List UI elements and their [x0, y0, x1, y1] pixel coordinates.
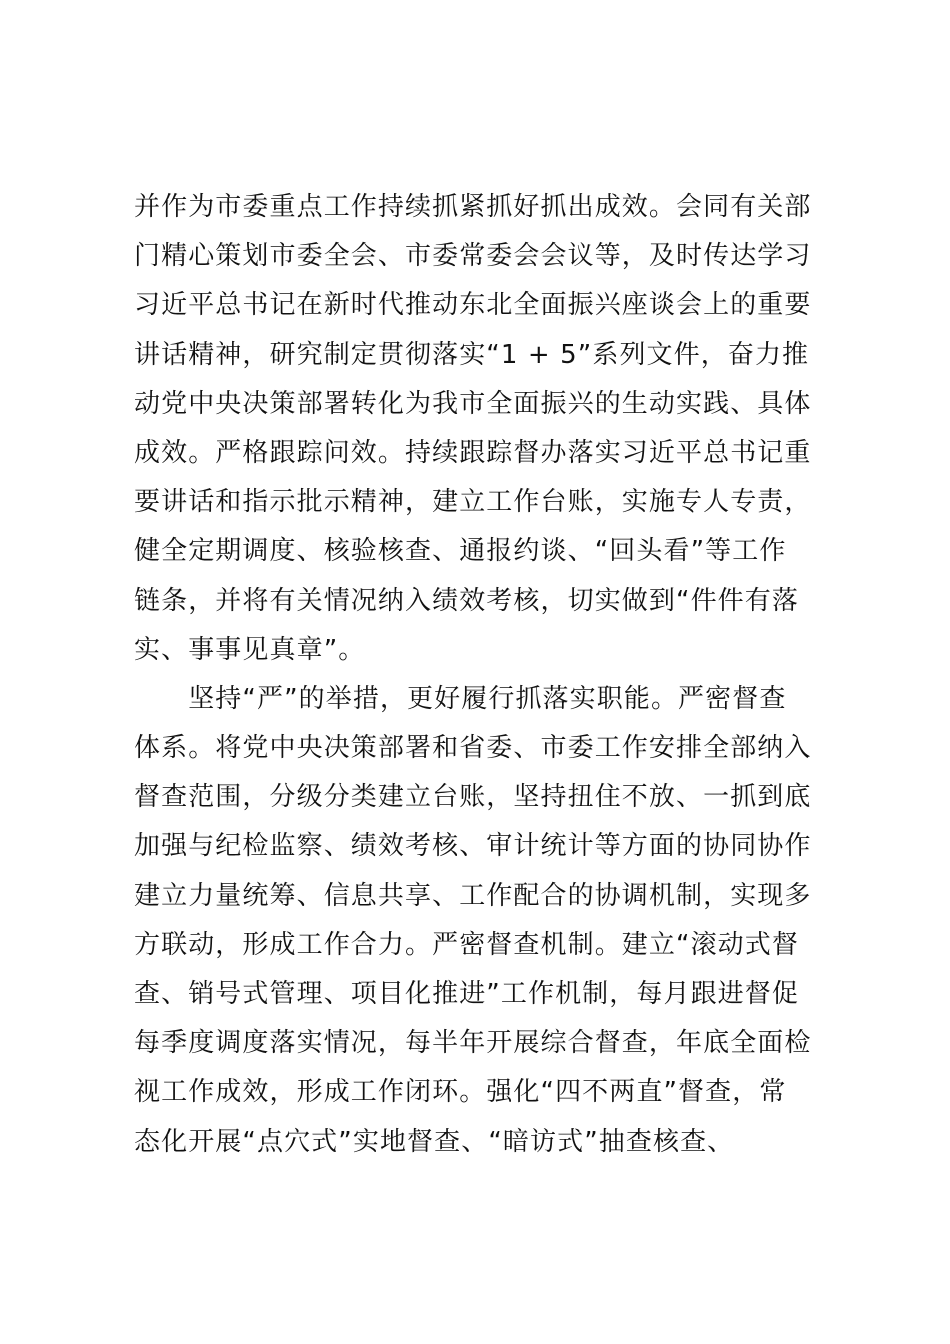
text-line: 建立力量统筹、信息共享、工作配合的协调机制，实现多 [134, 880, 812, 911]
text-line: 方联动，形成工作合力。严密督查机制。建立“滚动式督 [134, 929, 799, 960]
text-line: 并作为市委重点工作持续抓紧抓好抓出成效。会同有关部 [134, 192, 812, 222]
text-line: 成效。严格跟踪问效。持续跟踪督办落实习近平总书记重 [134, 437, 812, 468]
text-line: 健全定期调度、核验核查、通报约谈、“回头看”等工作 [134, 536, 787, 567]
text-line: 链条，并将有关情况纳入绩效考核，切实做到“件件有落 [134, 585, 799, 616]
body-text [134, 183, 834, 1167]
text-line: 督查范围，分级分类建立台账，坚持扭住不放、一抓到底 [134, 782, 812, 813]
text-line: 每季度调度落实情况，每半年开展综合督查，年底全面检 [134, 1028, 812, 1059]
text-line: 门精心策划市委全会、市委常委会会议等，及时传达学习 [134, 241, 812, 272]
text-line: 坚持“严”的举措，更好履行抓落实职能。严密督查 [134, 683, 787, 714]
text-line: 体系。将党中央决策部署和省委、市委工作安排全部纳入 [134, 733, 812, 764]
text-line: 态化开展“点穴式”实地督查、“暗访式”抽查核查、 [134, 1126, 735, 1157]
text-line: 讲话精神，研究制定贯彻落实“1 + 5”系列文件，奋力推 [134, 339, 810, 370]
text-line: 视工作成效，形成工作闭环。强化“四不两直”督查，常 [134, 1077, 787, 1108]
text-line: 习近平总书记在新时代推动东北全面振兴座谈会上的重要 [134, 290, 812, 321]
text-line: 动党中央决策部署转化为我市全面振兴的生动实践、具体 [134, 388, 812, 419]
text-line: 查、销号式管理、项目化推进”工作机制，每月跟进督促 [134, 979, 799, 1009]
text-line: 实、事事见真章”。 [134, 634, 366, 665]
text-line: 要讲话和指示批示精神，建立工作台账，实施专人专责， [134, 487, 812, 518]
text-line: 加强与纪检监察、绩效考核、审计统计等方面的协同协作 [134, 831, 812, 862]
